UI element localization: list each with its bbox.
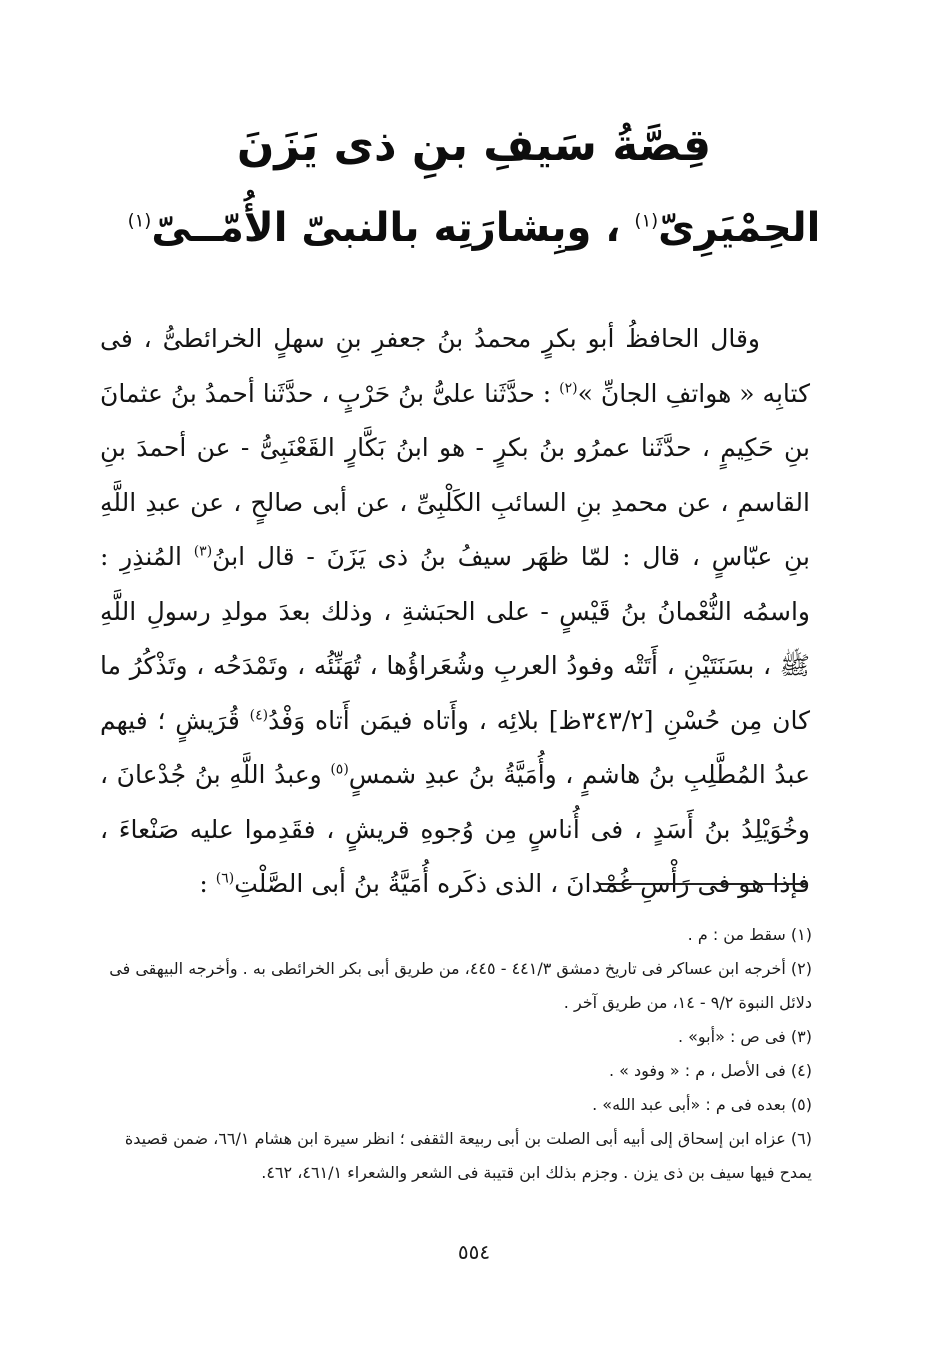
footnote-divider (598, 883, 808, 885)
footnote-ref: (١) (634, 210, 659, 232)
footnote-ref: (٢) (559, 380, 578, 397)
footnote-ref: (٦) (215, 870, 235, 887)
page-number: ٥٥٤ (457, 1240, 491, 1264)
title-word: الحِمْيَرِىّ (658, 205, 821, 251)
footnote-item: (٣) فى ص : «أبو» . (677, 1027, 812, 1046)
chapter-title-line2 (0, 205, 948, 251)
footnote-item: (٥) بعده فى م : «أبى عبد الله» . (592, 1095, 812, 1114)
footnote-item: (٤) فى الأصل ، م : « وفود » . (608, 1061, 812, 1080)
text-segment: المُنذِرِ : واسمُه النُّعْمانُ بنُ قَيْسٍ - على الحبَشةِ ، وذلك بعدَ مولدِ رسولِ اللَّهِ ﷺ ، بسَنَتَيْنِ ، أَتَتْه وفودُ العربِ وشُعَراؤُها ، تُهَنِّئُه ، وتَمْدَحُه ، وتَذْكُرُ ما كان مِن حُسْنِ [٣٤٣/٢ظ] بلائِه ، وأَتاه فيمَن أَتاه وَفْدُ (100, 542, 810, 735)
text-segment: : حدَّثَنا علىُّ بنُ حَرْبٍ ، حدَّثَنا أحمدُ بنُ عثمانَ بنِ حَكِيمٍ ، حدَّثَنا عمرُو بنُ بكرٍ - هو ابنُ بَكَّارٍ القَعْنَبِىُّ - عن أحمدَ بنِ القاسمِ ، عن محمدِ بنِ السائبِ الكَلْبِىِّ ، عن أبى صالحٍ ، عن عبدِ اللَّهِ بنِ عبّاسٍ ، قال : لمّا ظهَر سيفُ بنُ ذى يَزَنَ - قال ابنُ (100, 378, 810, 571)
chapter-title-line1: قِصَّةُ سَيفِ بنِ ذى يَزَنَ (236, 120, 712, 171)
footnote-ref: (٤) (249, 707, 269, 724)
footnote-item: (١) سقط من : م . (687, 925, 812, 944)
footnotes (100, 918, 812, 1190)
text-segment: وعبدُ اللَّهِ بنُ جُدْعانَ ، وخُوَيْلِدُ بنُ أَسَدٍ ، فى أُناسٍ مِن وُجوهِ قريشٍ ، فقَدِموا عليه صَنْعاءَ ، فإذا هو فى رَأْسِ غُمْدانَ ، الذى ذكَره أُمَيَّةُ بنُ أبى الصَّلْتِ (100, 760, 810, 898)
footnote-item: (٦) عزاه ابن إسحاق إلى أبيه أبى الصلت بن أبى ربيعة الثقفى ؛ انظر سيرة ابن هشام ٦٦/١، ضمن قصيدة يمدح فيها سيف بن ذى يزن . وجزم بذلك ابن قتيبة فى الشعر والشعراء ٤٦١/١، ٤٦٢. (124, 1129, 812, 1182)
main-text (100, 312, 810, 912)
footnote-item: (٢) أخرجه ابن عساكر فى تاريخ دمشق ٤٤١/٣ - ٤٤٥، من طريق أبى بكر الخرائطى به . وأخرجه البيهقى فى دلائل النبوة ٩/٢ - ١٤، من طريق آخر . (109, 959, 812, 1012)
title-rest: ، وبِشارَتِه بالنبىّ الأُمّــىّ (151, 205, 635, 251)
text-segment: قُرَيشٍ ؛ فيهم عبدُ المُطَّلِبِ بنُ هاشمٍ ، وأُمَيَّةُ بنُ عبدِ شمسٍ (100, 705, 810, 789)
footnote-ref: (١) (127, 210, 152, 232)
footnote-ref: (٥) (330, 761, 349, 778)
footnote-ref: (٣) (193, 543, 213, 560)
body-paragraph (100, 312, 810, 912)
text-segment: وقال الحافظُ أبو بكرٍ محمدُ بنُ جعفرِ بنِ سهلٍ الخرائطىُّ ، فى كتابِه « هواتفِ الجانِّ » (100, 324, 810, 408)
text-segment: : (199, 869, 216, 898)
